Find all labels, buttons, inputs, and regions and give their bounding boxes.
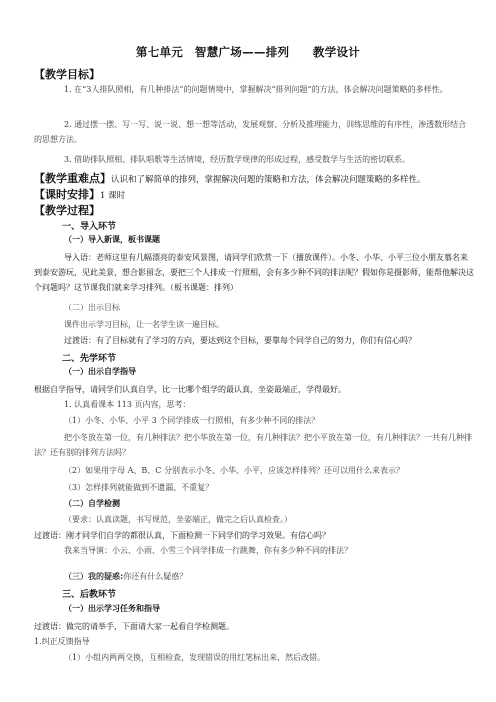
section-2-1-item: 1. 认真看课本 113 页内容，思考： [64, 400, 191, 409]
schedule-row [34, 186, 125, 202]
section-2-heading: 二、先学环节 [62, 354, 117, 364]
question-1: （1）小冬、小华、小平 3 个同学排成一行照相，有多少种不同的排法？ [64, 416, 320, 425]
document-title: 第七单元 智慧广场——排列 教学设计 [135, 45, 361, 59]
key-points-text: 认识和了解简单的排列，掌握解决问题的策略和方法，体会解决问题策略的多样性。 [111, 175, 426, 185]
goal-2: 2. 通过摆一摆、写一写、说一说、想一想等活动，发展观察、分析及推理能力，训练思维的有序性，渗透数形结合的思想方法。 [34, 120, 467, 144]
section-1-2-transition: 过渡语：有了目标就有了学习的方向，要达到这个目标，要靠每个同学自己的努力，你们有信心吗？ [64, 336, 416, 345]
section-3-1-transition: 过渡语：做完的请举手，下面请大家一起看自学检测题。 [34, 622, 234, 631]
section-2-3-label: （三）我的疑惑: [64, 572, 124, 581]
question-2: （2）如果用字母 A、B、C 分别表示小冬、小华、小平，应该怎样排列？还可以用什么来表示？ [64, 466, 404, 475]
process-heading: 【教学过程】 [34, 204, 100, 217]
goal-3: 3. 借助排队照相、排队唱歌等生活情境，经历数学规律的形成过程，感受数学与生活的密切联系。 [64, 155, 411, 164]
key-points-heading: 【教学重难点】 [34, 172, 111, 185]
goal-1: 1. 在“3人排队照相，有几种排法”的问题情境中，掌握解决“排列问题”的方法，体会解决问题策略的多样性。 [64, 85, 448, 94]
section-2-1-heading: （一）出示自学指导 [64, 367, 136, 376]
section-3-item: 1.纠正反馈指导 [34, 637, 90, 646]
section-2-2-question: 我来当导演：小云、小雨、小雪三个同学排成一行跳舞，你有多少种不同的排法？ [64, 546, 352, 555]
section-1-2-text: 课件出示学习目标，让一名学生读一遍目标。 [64, 320, 224, 329]
question-3: （3）怎样排列就能做到不遗漏、不重复？ [64, 483, 214, 492]
section-3-1-heading: （一）出示学习任务和指导 [64, 604, 160, 613]
section-2-3-text: 你还有什么疑惑？ [123, 572, 188, 581]
question-1b: 把小冬放在第一位，有几种排法？把小华放在第一位，有几种排法？把小平放在第一位，有几种排法？一共有几种排法？还有别的排列方法吗？ [34, 433, 472, 457]
section-2-1-text: 根据自学指导，请同学们认真自学，比一比哪个组学的最认真，坐姿最端正，学得最好。 [34, 385, 346, 394]
section-2-2-heading: （二）自学检测 [64, 499, 120, 508]
section-1-1-heading: （一）导入新课，板书课题 [64, 235, 160, 244]
goals-heading: 【教学目标】 [34, 68, 100, 81]
section-1-1-text: 导入语：老师这里有几幅漂亮的泰安风景图，请同学们欣赏一下（播放课件）。小冬、小华、小平三位小朋友慕名来到泰安游玩，见此美景，想合影留念，要把三个人排成一行照相，会有多少种不同的排法呢？假如你是摄影师，能帮他解决这个问题吗？这节课我们就来学习排列。（板书课题：排列） [34, 253, 474, 292]
section-1-2-heading: （二）出示目标 [64, 303, 120, 312]
section-2-2-requirement: （要求：认真读题，书写规范，坐姿端正，做完之后认真检查。） [64, 515, 292, 524]
section-1-heading: 一、导入环节 [62, 222, 117, 232]
schedule-text: 1 课时 [100, 191, 126, 201]
schedule-heading: 【课时安排】 [34, 188, 100, 201]
section-3-heading: 三、后教环节 [62, 590, 117, 600]
section-2-2-transition: 过渡语：刚才同学们自学的都很认真，下面检测一下同学们的学习效果。有信心吗？ [34, 531, 330, 540]
section-3-item-1: （1）小组内两两交换，互相检查，发现错误的用红笔标出来，然后改错。 [64, 653, 326, 662]
section-2-3-row [34, 569, 474, 584]
key-points-row [34, 170, 426, 186]
